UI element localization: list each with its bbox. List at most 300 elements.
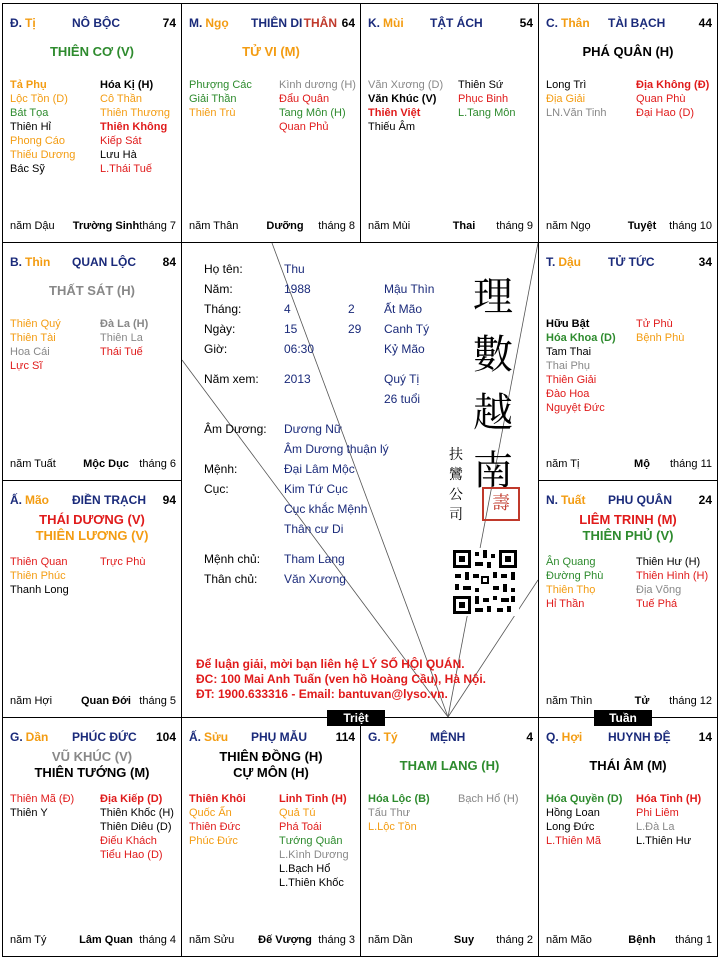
star-item: Thiên Diêu (D): [100, 821, 172, 833]
star-item: Hoa Cái: [10, 346, 50, 358]
star-item: Hóa Lộc (B): [368, 793, 430, 805]
palace-name: NÔ BỘC: [72, 16, 120, 30]
star-item: Đào Hoa: [546, 388, 590, 400]
palace-footer: [10, 220, 176, 234]
palace-age: 84: [162, 255, 176, 269]
footer-year: năm Tuất: [10, 458, 56, 470]
palace-stem: G.: [10, 730, 23, 744]
star-item: Lưu Hà: [100, 149, 137, 161]
palace-header: [546, 493, 712, 509]
footer-month: tháng 2: [496, 934, 533, 946]
footer-month: tháng 12: [669, 695, 712, 707]
cuc-value3: Thân cư Di: [284, 522, 344, 536]
palace-age: 64: [341, 16, 355, 30]
star-item: Điếu Khách: [100, 835, 157, 847]
palace-thin[interactable]: [2, 242, 182, 481]
star-item: Bạch Hổ (H): [458, 793, 519, 805]
palace-than[interactable]: [538, 3, 718, 243]
day-lunar: Canh Tý: [384, 322, 430, 336]
palace-address: [10, 255, 50, 269]
star-item: Thiên Y: [10, 807, 48, 819]
palace-stem: M.: [189, 16, 203, 30]
star-item: Thiên Mã (Đ): [10, 793, 75, 805]
month-lunar: Ất Mão: [384, 302, 423, 316]
star-item: Thiên Việt: [368, 107, 421, 119]
palace-header: [368, 730, 533, 746]
palace-name: TẬT ÁCH: [430, 16, 483, 30]
star-item: Hóa Khoa (D): [546, 332, 616, 344]
hour-value: 06:30: [284, 342, 315, 356]
star-item: Linh Tinh (H): [279, 793, 347, 805]
star-item: Kình dương (H): [279, 79, 356, 91]
footer-month: tháng 8: [318, 220, 355, 232]
star-item: Thiếu Âm: [368, 121, 416, 133]
palace-stem: K.: [368, 16, 380, 30]
main-star: VŨ KHÚC (V): [51, 749, 133, 764]
star-item: Thiên Khôi: [189, 793, 246, 805]
footer-stage: Mộc Dục: [83, 458, 129, 470]
contact-line-3[interactable]: ĐT: 1900.633316 - Email: bantuvan@lyso.vn.: [196, 687, 448, 701]
main-star: THIÊN ĐỒNG (H): [219, 749, 323, 764]
secondary-stars-left: [368, 792, 430, 834]
day-solar: 15: [284, 322, 298, 336]
palace-address: [10, 16, 36, 30]
secondary-stars-left: [10, 78, 75, 176]
palace-address: [546, 255, 581, 269]
thanchu-value: Văn Xương: [284, 572, 346, 586]
star-item: Văn Xương (D): [368, 79, 444, 91]
star-item: Quả Tú: [279, 807, 316, 819]
secondary-stars-right: [636, 555, 708, 611]
palace-name: QUAN LỘC: [72, 255, 136, 269]
main-stars: [539, 758, 717, 774]
star-item: Thai Phụ: [546, 360, 591, 372]
star-item: L.Đà La: [636, 821, 675, 833]
hour-lunar: Kỷ Mão: [384, 342, 425, 356]
star-item: Địa Giải: [546, 93, 586, 105]
palace-stem: T.: [546, 255, 556, 269]
main-stars: [539, 44, 717, 60]
palace-age: 104: [155, 730, 176, 744]
palace-stem: Q.: [546, 730, 559, 744]
star-item: Thiên Thọ: [546, 584, 596, 596]
star-item: Trực Phù: [100, 556, 146, 568]
footer-stage: Quan Đới: [81, 695, 131, 707]
star-item: Lộc Tồn (D): [10, 93, 68, 105]
main-star: THIÊN PHỦ (V): [582, 528, 674, 543]
star-item: Kiếp Sát: [100, 135, 142, 147]
palace-name: MỆNH: [430, 730, 466, 744]
star-item: Địa Võng: [636, 584, 682, 596]
secondary-stars-right: [458, 792, 519, 806]
star-item: Bát Tọa: [10, 107, 49, 119]
star-item: LN.Văn Tinh: [546, 107, 607, 119]
amduong-label: Âm Dương:: [204, 422, 267, 436]
secondary-stars-left: [546, 555, 603, 611]
star-item: Hữu Bật: [546, 318, 590, 330]
star-item: L.Thái Tuế: [100, 163, 152, 175]
secondary-stars-right: [100, 555, 145, 569]
star-item: Tướng Quân: [279, 835, 343, 847]
menh-value: Đại Lâm Mộc: [284, 462, 355, 476]
footer-year: năm Sửu: [189, 934, 235, 946]
palace-branch: Mùi: [383, 16, 404, 30]
palace-name: PHU QUÂN: [608, 493, 673, 507]
palace-footer: [189, 220, 355, 234]
palace-branch: Dần: [25, 730, 49, 744]
month-lunar-num: 2: [348, 302, 355, 316]
palace-mui[interactable]: [360, 3, 539, 243]
palace-footer: [546, 695, 712, 709]
palace-branch: Dậu: [558, 255, 582, 269]
star-item: Lực Sĩ: [10, 360, 43, 372]
star-item: Thiên La: [100, 332, 143, 344]
main-star: PHÁ QUÂN (H): [582, 44, 674, 59]
year-lunar: Mậu Thìn: [384, 282, 435, 296]
palace-dan[interactable]: [2, 717, 182, 957]
palace-address: [546, 730, 582, 744]
footer-year: năm Thân: [189, 220, 239, 232]
star-item: Thiên Tài: [10, 332, 56, 344]
footer-month: tháng 4: [139, 934, 176, 946]
palace-ngo[interactable]: [181, 3, 361, 243]
footer-stage: Bệnh: [628, 934, 656, 946]
star-item: Hồng Loan: [546, 807, 600, 819]
star-item: Long Đức: [546, 821, 595, 833]
palace-stem: Ấ.: [189, 730, 201, 744]
footer-month: tháng 9: [496, 220, 533, 232]
star-item: L.Thiên Hư: [636, 835, 692, 847]
palace-age: 34: [698, 255, 712, 269]
star-item: Ân Quang: [546, 556, 596, 568]
main-star: TỬ VI (M): [242, 44, 300, 59]
star-item: Thái Tuế: [100, 346, 143, 358]
contact-line-2: ĐC: 100 Mai Anh Tuấn (ven hồ Hoàng Cầu), Hà Nội.: [196, 672, 487, 686]
footer-year: năm Mùi: [368, 220, 411, 232]
footer-year: năm Tị: [546, 458, 580, 470]
footer-month: tháng 6: [139, 458, 176, 470]
star-item: Quốc Ấn: [189, 807, 232, 819]
palace-footer: [10, 695, 176, 709]
star-item: Quan Phù: [636, 93, 686, 105]
year-label: Năm:: [204, 282, 233, 296]
palace-name: THIÊN DI: [251, 16, 303, 30]
day-label: Ngày:: [204, 322, 236, 336]
footer-year: năm Dậu: [10, 220, 55, 232]
viewyear-lunar: Quý Tị: [384, 372, 420, 386]
palace-age: 44: [698, 16, 712, 30]
palace-address: [368, 730, 398, 744]
palace-branch: Sửu: [204, 730, 229, 744]
palace-header: [368, 16, 533, 32]
palace-branch: Hợi: [561, 730, 583, 744]
star-item: Đẩu Quân: [279, 93, 330, 105]
star-item: Nguyệt Đức: [546, 402, 605, 414]
star-item: Cô Thần: [100, 93, 142, 105]
cuc-label: Cục:: [204, 482, 229, 496]
footer-month: tháng 10: [669, 220, 712, 232]
secondary-stars-right: [458, 78, 515, 120]
star-item: Thiên Đức: [189, 821, 241, 833]
main-star: THẤT SÁT (H): [49, 283, 135, 298]
main-stars: [3, 44, 181, 60]
calligraphy-logo: [473, 268, 517, 500]
secondary-stars-right: [100, 78, 170, 176]
main-star: THÁI DƯƠNG (V): [39, 512, 145, 527]
star-item: Phi Liêm: [636, 807, 679, 819]
star-item: L.Bạch Hổ: [279, 863, 331, 875]
star-item: L.Thiên Mã: [546, 835, 602, 847]
secondary-stars-left: [10, 792, 74, 820]
star-item: Đường Phù: [546, 570, 604, 582]
main-star: CỰ MÔN (H): [233, 765, 309, 780]
star-item: Thiên Thương: [100, 107, 171, 119]
footer-stage: Suy: [453, 934, 475, 946]
star-item: Thiên Phúc: [10, 570, 66, 582]
footer-year: năm Tý: [10, 934, 47, 946]
main-star: THIÊN TƯỚNG (M): [34, 765, 150, 780]
palace-stem: G.: [368, 730, 381, 744]
tuan-tag: Tuần: [594, 710, 652, 726]
main-stars: [3, 512, 181, 544]
palace-header: [546, 730, 712, 746]
palace-stem: N.: [546, 493, 558, 507]
star-item: Hỉ Thần: [546, 598, 585, 610]
star-item: L.Lộc Tồn: [368, 821, 417, 833]
star-item: Tiểu Hao (D): [100, 849, 163, 861]
palace-footer: [546, 458, 712, 472]
main-star: THAM LANG (H): [399, 758, 500, 773]
main-stars: [3, 283, 181, 299]
star-item: Tấu Thư: [368, 807, 411, 819]
star-item: Thiên Quý: [10, 318, 61, 330]
palace-header: [546, 16, 712, 32]
footer-year: năm Mão: [546, 934, 592, 946]
viewyear-label: Năm xem:: [204, 372, 259, 386]
palace-stem: Ấ.: [10, 493, 22, 507]
palace-header: [189, 16, 355, 32]
star-item: Hóa Kị (H): [100, 79, 154, 91]
secondary-stars-left: [546, 317, 616, 415]
day-lunar-num: 29: [348, 322, 362, 336]
palace-footer: [368, 934, 533, 948]
star-item: Long Trì: [546, 79, 587, 91]
palace-footer: [368, 220, 533, 234]
star-item: Đại Hao (D): [636, 107, 695, 119]
palace-address: [189, 730, 228, 744]
secondary-stars-right: [636, 317, 684, 345]
amduong-value2: Âm Dương thuận lý: [284, 442, 389, 456]
secondary-stars-left: [368, 78, 443, 134]
contact-block: [196, 657, 486, 702]
palace-name: HUYNH ĐỆ: [608, 730, 671, 744]
secondary-stars-left: [10, 317, 61, 373]
star-item: Tả Phụ: [10, 79, 47, 91]
footer-year: năm Hợi: [10, 695, 53, 707]
name-value: Thu: [284, 262, 305, 276]
hour-label: Giờ:: [204, 342, 228, 356]
secondary-stars-left: [189, 792, 246, 848]
main-stars: [361, 758, 538, 774]
palace-age: 74: [162, 16, 176, 30]
month-solar: 4: [284, 302, 291, 316]
logo-vertical-text: 扶鸞公司: [449, 447, 463, 523]
palace-branch: Thìn: [25, 255, 51, 269]
footer-year: năm Thìn: [546, 695, 593, 707]
secondary-stars-left: [546, 792, 622, 848]
main-star: THIÊN LƯƠNG (V): [35, 528, 149, 543]
secondary-stars-right: [636, 78, 709, 120]
main-star: THIÊN CƠ (V): [49, 44, 135, 59]
star-item: Thiên Quan: [10, 556, 68, 568]
star-item: Thiên Hư (H): [636, 556, 701, 568]
month-label: Tháng:: [204, 302, 242, 316]
palace-address: [368, 16, 404, 30]
star-item: Thiên Khốc (H): [100, 807, 174, 819]
palace-name: ĐIỀN TRẠCH: [72, 493, 146, 507]
menh-label: Mệnh:: [204, 462, 238, 476]
star-item: Đà La (H): [100, 318, 149, 330]
star-item: Thanh Long: [10, 584, 69, 596]
star-item: Giải Thần: [189, 93, 237, 105]
palace-address: [546, 493, 585, 507]
star-item: Thiếu Dương: [10, 149, 76, 161]
main-star: THÁI ÂM (M): [589, 758, 667, 773]
qr-code-icon[interactable]: [451, 548, 519, 616]
footer-year: năm Dần: [368, 934, 413, 946]
palace-name: TỬ TỨC: [608, 255, 655, 269]
footer-month: tháng 1: [675, 934, 712, 946]
star-item: Tam Thai: [546, 346, 592, 358]
footer-month: tháng 3: [318, 934, 355, 946]
name-label: Họ tên:: [204, 262, 243, 276]
star-item: L.Kình Dương: [279, 849, 349, 861]
star-item: Phục Binh: [458, 93, 509, 105]
star-item: Thiên Hình (H): [636, 570, 709, 582]
main-star: LIÊM TRINH (M): [579, 512, 677, 527]
star-item: Thiên Sứ: [458, 79, 504, 91]
palace-branch: Tị: [25, 16, 36, 30]
thanchu-label: Thân chủ:: [204, 572, 258, 586]
palace-branch: Tuất: [561, 493, 586, 507]
palace-stem: Đ.: [10, 16, 22, 30]
secondary-stars-left: [10, 555, 69, 597]
palace-address: [10, 493, 49, 507]
palace-age: 114: [335, 730, 355, 744]
star-item: Tử Phù: [636, 318, 673, 330]
palace-footer: [10, 458, 176, 472]
palace-suu[interactable]: [181, 717, 361, 957]
star-item: Địa Kiếp (D): [100, 793, 163, 805]
footer-stage: Mộ: [634, 458, 650, 470]
palace-address: [189, 16, 229, 30]
palace-age: 54: [519, 16, 533, 30]
palace-ti[interactable]: [2, 3, 182, 243]
palace-footer: [189, 934, 355, 948]
secondary-stars-right: [279, 792, 349, 890]
secondary-stars-right: [636, 792, 701, 848]
star-item: Hóa Quyền (D): [546, 793, 623, 805]
palace-stem: C.: [546, 16, 558, 30]
star-item: Quan Phủ: [279, 121, 329, 133]
viewyear-age: 26 tuổi: [384, 392, 421, 406]
star-item: Thiên Hỉ: [10, 121, 51, 133]
footer-stage: Dưỡng: [266, 220, 304, 232]
palace-branch: Mão: [25, 493, 49, 507]
main-stars: [539, 512, 717, 544]
star-item: Thiên Không: [100, 121, 168, 133]
star-item: Địa Không (Đ): [636, 79, 710, 91]
footer-stage: Lâm Quan: [79, 934, 133, 946]
footer-stage: Tử: [634, 695, 650, 707]
secondary-stars-left: [189, 78, 252, 120]
star-item: Tuế Phá: [636, 598, 678, 610]
palace-ty[interactable]: [360, 717, 539, 957]
star-item: Thiên Trù: [189, 107, 236, 119]
menhchu-value: Tham Lang: [284, 552, 345, 566]
secondary-stars-left: [546, 78, 607, 120]
main-stars: [182, 749, 360, 781]
palace-header: [546, 255, 712, 271]
palace-mao[interactable]: [2, 480, 182, 718]
star-item: Văn Khúc (V): [368, 93, 437, 105]
star-item: Thiên Giải: [546, 374, 597, 386]
footer-month: tháng 5: [139, 695, 176, 707]
palace-name: TÀI BẠCH: [608, 16, 666, 30]
cuc-value: Kim Tứ Cục: [284, 482, 348, 496]
logo-chars: 理數越南: [473, 274, 513, 494]
palace-header: [10, 730, 176, 746]
palace-branch: Thân: [561, 16, 590, 30]
triet-tag: Triệt: [327, 710, 385, 726]
star-item: Bệnh Phù: [636, 332, 685, 344]
contact-line-1: Để luận giải, mời bạn liên hệ LÝ SỐ HỘI QUÁN.: [196, 657, 465, 671]
year-solar: 1988: [284, 282, 311, 296]
star-item: Bác Sỹ: [10, 163, 45, 175]
footer-stage: Trường Sinh: [72, 220, 140, 232]
palace-name: PHỤ MẪU: [251, 730, 307, 744]
palace-address: [10, 730, 48, 744]
star-item: L.Tang Môn: [458, 107, 516, 119]
footer-year: năm Ngọ: [546, 220, 591, 232]
star-item: Tang Môn (H): [279, 107, 346, 119]
palace-stem: B.: [10, 255, 22, 269]
star-item: Phong Cáo: [10, 135, 66, 147]
palace-address: [546, 16, 590, 30]
secondary-stars-right: [279, 78, 356, 134]
star-item: L.Thiên Khốc: [279, 877, 344, 889]
palace-header: [10, 255, 176, 271]
cuc-value2: Cục khắc Mệnh: [284, 502, 368, 516]
secondary-stars-right: [100, 792, 174, 862]
palace-branch: Ngọ: [205, 16, 229, 30]
palace-footer: [546, 934, 712, 948]
red-seal: 壽: [482, 487, 520, 521]
footer-stage: Đế Vượng: [258, 934, 312, 946]
palace-tuat[interactable]: [538, 480, 718, 718]
palace-header: [189, 730, 355, 746]
palace-dau[interactable]: [538, 242, 718, 481]
star-item: Phá Toái: [279, 821, 322, 833]
palace-hoi[interactable]: [538, 717, 718, 957]
palace-name: PHÚC ĐỨC: [72, 730, 137, 744]
footer-month: tháng 11: [669, 458, 712, 470]
star-item: Phúc Đức: [189, 835, 238, 847]
footer-month: tháng 7: [139, 220, 176, 232]
amduong-value: Dương Nữ: [284, 422, 342, 436]
than-marker: THÂN: [303, 16, 337, 30]
palace-age: 4: [526, 730, 533, 744]
